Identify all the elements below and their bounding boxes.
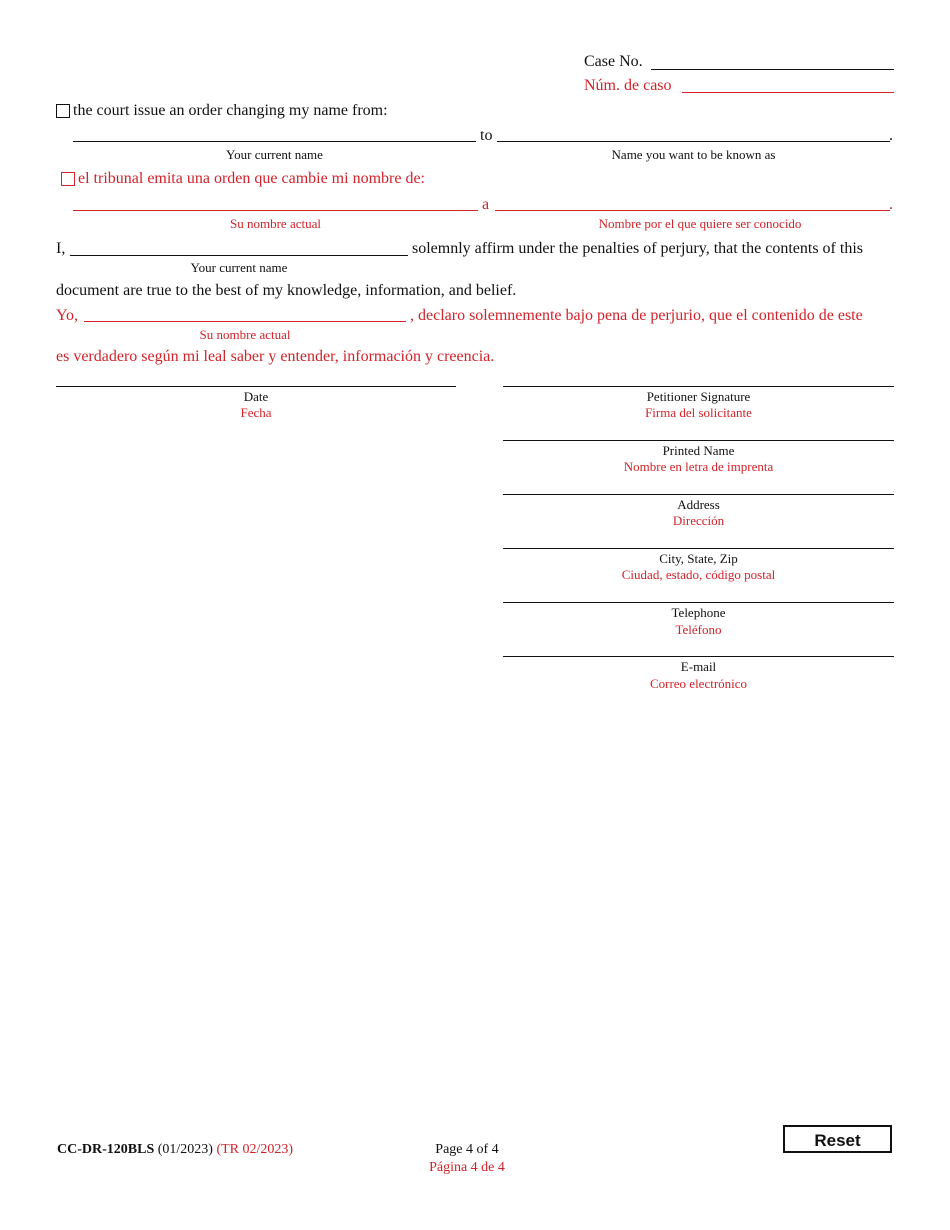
new-name-field-es[interactable] (495, 210, 890, 211)
i-word: I, (56, 240, 66, 257)
form-code: CC-DR-120BLS (57, 1142, 155, 1157)
current-name-field-es[interactable] (73, 210, 478, 211)
period-mark-es: . (889, 196, 893, 213)
date-field[interactable] (56, 386, 456, 387)
new-name-caption-es: Nombre por el que quiere ser conocido (598, 216, 802, 231)
petitioner-signature-label-es: Firma del solicitante (645, 405, 752, 420)
case-no-field-es[interactable] (682, 92, 894, 93)
telephone-label: Telephone (671, 605, 726, 620)
email-label-es: Correo electrónico (649, 676, 748, 691)
printed-name-label: Printed Name (662, 443, 735, 458)
affirmation-text-2: document are true to the best of my knowledge, information, and belief. (56, 282, 517, 299)
printed-name-label-es: Nombre en letra de imprenta (623, 459, 774, 474)
affirmation-name-field-es[interactable] (84, 321, 406, 322)
address-label: Address (677, 497, 720, 512)
to-word: to (480, 127, 493, 144)
reset-button[interactable]: Reset (783, 1125, 892, 1153)
name-change-checkbox-es[interactable] (61, 172, 75, 186)
name-change-statement: the court issue an order changing my name from: (73, 102, 388, 119)
name-change-checkbox[interactable] (56, 104, 70, 118)
printed-name-field[interactable] (503, 440, 894, 441)
affirmation-text-1: solemnly affirm under the penalties of perjury, that the contents of this (412, 240, 863, 257)
current-name-caption-es: Su nombre actual (230, 216, 321, 231)
page-number: Page 4 of 4 (435, 1142, 499, 1157)
date-label: Date (243, 389, 269, 404)
petitioner-signature-label: Petitioner Signature (646, 389, 751, 404)
form-date: (01/2023) (157, 1142, 213, 1157)
a-word: a (482, 196, 490, 213)
page-number-es: Página 4 de 4 (429, 1160, 505, 1175)
current-name-field[interactable] (73, 141, 476, 142)
affirmation-name-field[interactable] (70, 255, 408, 256)
address-field[interactable] (503, 494, 894, 495)
email-field[interactable] (503, 656, 894, 657)
yo-word: Yo, (56, 307, 78, 324)
translation-date: (TR 02/2023) (216, 1142, 294, 1157)
new-name-caption: Name you want to be known as (611, 147, 776, 162)
new-name-field[interactable] (497, 141, 890, 142)
affirmation-text-1-es: , declaro solemnemente bajo pena de perjurio, que el contenido de este (410, 307, 863, 324)
address-label-es: Dirección (672, 513, 725, 528)
current-name-caption: Your current name (226, 147, 323, 162)
case-no-label-es: Núm. de caso (584, 77, 672, 94)
petitioner-signature-field[interactable] (503, 386, 894, 387)
city-state-zip-label-es: Ciudad, estado, código postal (621, 567, 776, 582)
period-mark: . (889, 127, 893, 144)
case-no-label: Case No. (584, 53, 643, 70)
city-state-zip-field[interactable] (503, 548, 894, 549)
telephone-label-es: Teléfono (675, 622, 722, 637)
affirmation-text-2-es: es verdadero según mi leal saber y entender, información y creencia. (56, 348, 495, 365)
city-state-zip-label: City, State, Zip (659, 551, 738, 566)
affirmation-name-caption: Your current name (190, 260, 288, 275)
email-label: E-mail (680, 659, 717, 674)
name-change-statement-es: el tribunal emita una orden que cambie mi nombre de: (78, 170, 425, 187)
form-id (57, 1141, 293, 1159)
date-label-es: Fecha (240, 405, 272, 420)
affirmation-name-caption-es: Su nombre actual (199, 327, 291, 342)
case-no-field[interactable] (651, 69, 894, 70)
telephone-field[interactable] (503, 602, 894, 603)
